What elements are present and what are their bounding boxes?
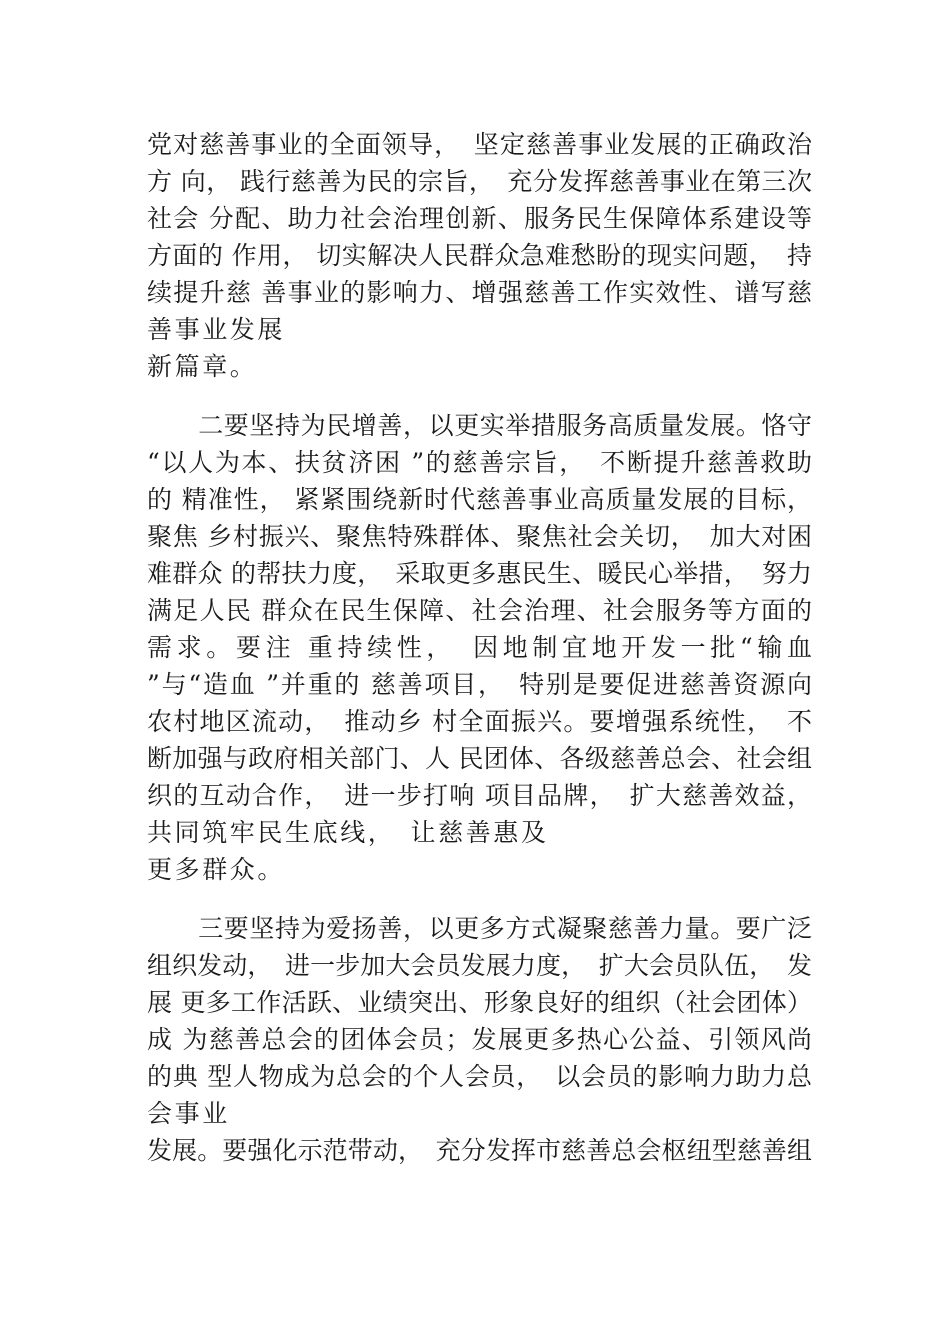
text-line: 的 精准性， 紧紧围绕新时代慈善事业高质量发展的目标， [147, 485, 812, 514]
paragraph-2 [147, 407, 812, 888]
text-line: 断加强与政府相关部门、人 民团体、各级慈善总会、社会组 [147, 744, 812, 773]
text-line: ”与“造血 ”并重的 慈善项目， 特别是要促进慈善资源向 [147, 670, 812, 699]
text-line: 新篇章。 [147, 352, 258, 381]
paragraph-3 [147, 910, 812, 1169]
text-line: “以人为本、扶贫济困 ”的慈善宗旨， 不断提升慈善救助 [147, 448, 812, 477]
text-line: 社会 分配、助力社会治理创新、服务民生保障体系建设等 [147, 204, 812, 233]
text-line: 农村地区流动， 推动乡 村全面振兴。要增强系统性， 不 [147, 707, 812, 736]
text-line: 方 向， 践行慈善为民的宗旨， 充分发挥慈善事业在第三次 [147, 167, 812, 196]
text-line: 织的互动合作， 进一步打响 项目品牌， 扩大慈善效益， [147, 781, 812, 810]
paragraph-spacer [147, 888, 812, 910]
text-line: 共同筑牢民生底线， 让慈善惠及 [147, 818, 549, 847]
text-line: 聚焦 乡村振兴、聚焦特殊群体、聚焦社会关切， 加大对困 [147, 522, 812, 551]
paragraph-spacer [147, 385, 812, 407]
paragraph-1 [147, 126, 812, 385]
text-line: 展 更多工作活跃、业绩突出、形象良好的组织（社会团体） [147, 988, 812, 1017]
text-line: 二要坚持为民增善，以更实举措服务高质量发展。恪守 [147, 411, 812, 440]
text-line: 发展。要强化示范带动， 充分发挥市慈善总会枢纽型慈善组 [147, 1136, 812, 1165]
text-line: 善事业发展 [147, 315, 286, 344]
text-line: 成 为慈善总会的团体会员；发展更多热心公益、引领风尚 [147, 1025, 812, 1054]
text-line: 满足人民 群众在民生保障、社会治理、社会服务等方面的 [147, 596, 812, 625]
text-line: 更多群众。 [147, 855, 286, 884]
text-line: 方面的 作用， 切实解决人民群众急难愁盼的现实问题， 持 [147, 241, 812, 270]
text-line: 的典 型人物成为总会的个人会员， 以会员的影响力助力总 [147, 1062, 812, 1091]
text-line: 续提升慈 善事业的影响力、增强慈善工作实效性、谱写慈 [147, 278, 812, 307]
text-line: 难群众 的帮扶力度， 采取更多惠民生、暖民心举措， 努力 [147, 559, 812, 588]
text-line: 需求。要注 重持续性， 因地制宜地开发一批“输血 [147, 633, 812, 662]
text-line: 党对慈善事业的全面领导， 坚定慈善事业发展的正确政治 [147, 130, 812, 159]
document-body [147, 126, 812, 1169]
text-line: 组织发动， 进一步加大会员发展力度， 扩大会员队伍， 发 [147, 951, 812, 980]
text-line: 三要坚持为爱扬善，以更多方式凝聚慈善力量。要广泛 [147, 914, 812, 943]
text-line: 会事业 [147, 1099, 230, 1128]
